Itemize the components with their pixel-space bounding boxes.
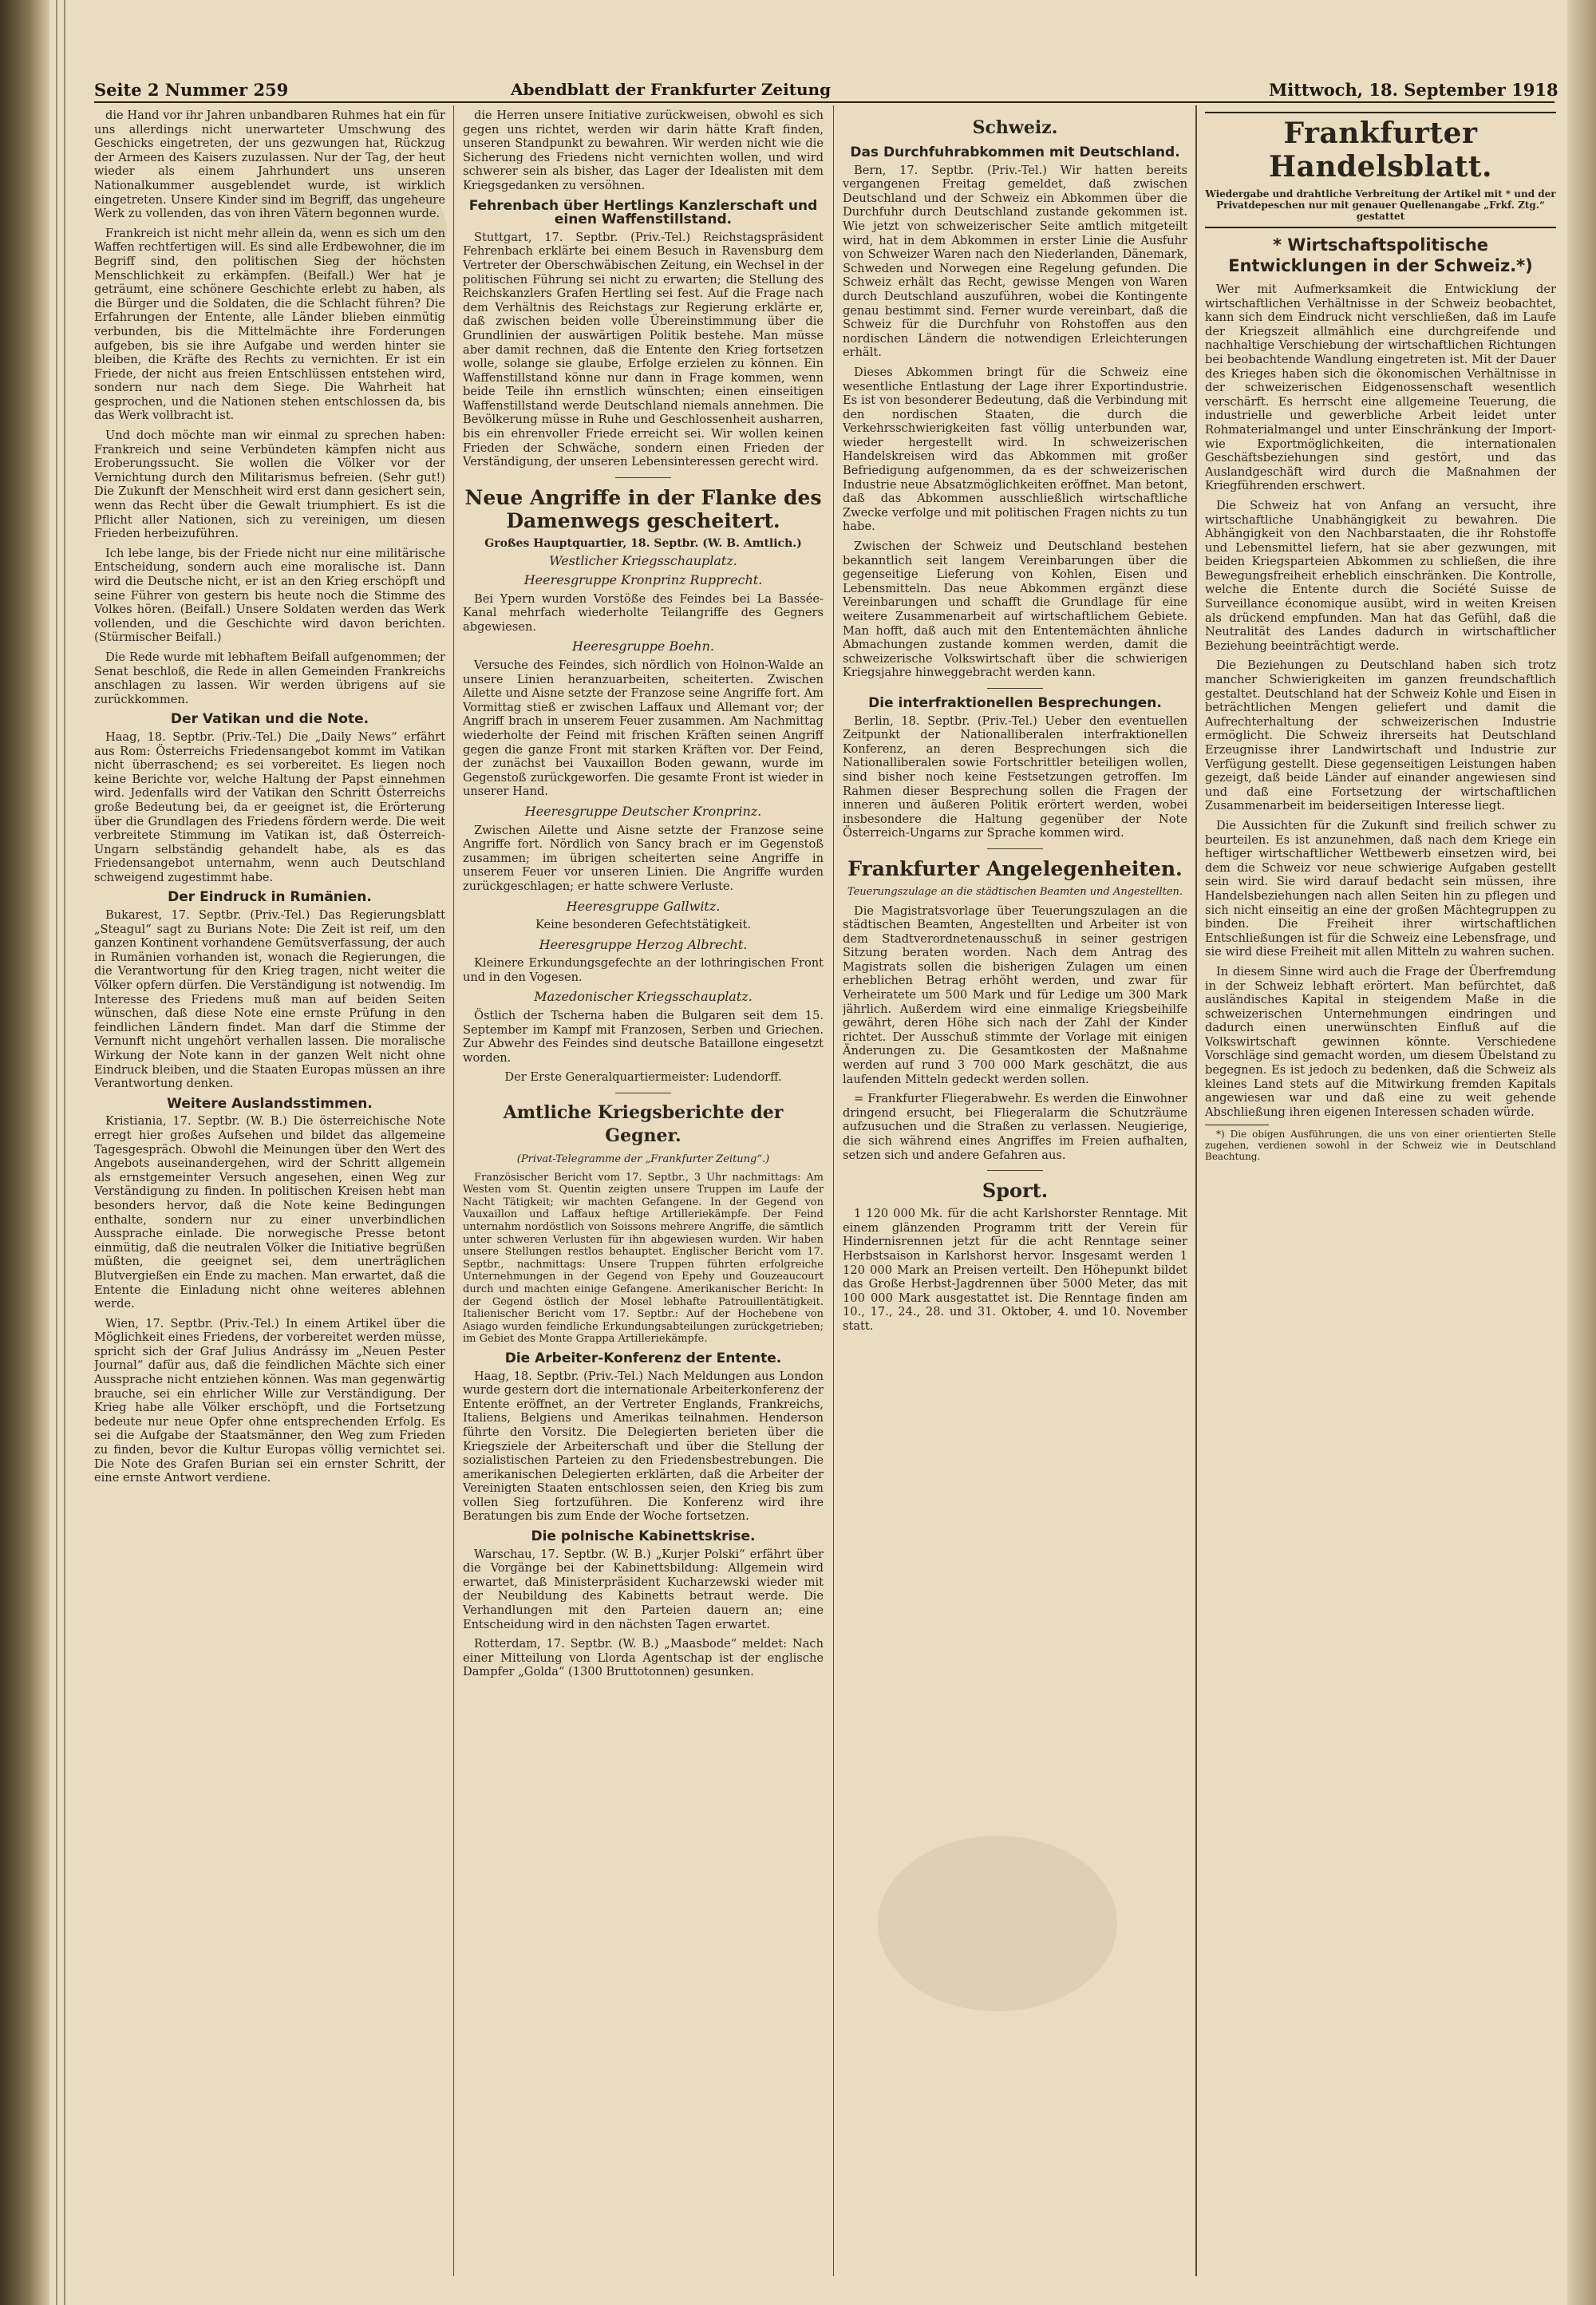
header-date: Mittwoch, 18. September 1918 xyxy=(1269,80,1558,100)
headline-polen: Die polnische Kabinettskrise. xyxy=(531,1528,756,1545)
separator xyxy=(987,1170,1043,1171)
article-paragraph: Bukarest, 17. Septbr. (Priv.-Tel.) Das Regierungsblatt „Steagul“ sagt zu Burians Note: Die Zeit ist reif, um den ganzen Kontinent vorhandene Gemütsverfassung, der auch in Rumänien vorhanden ist, wonach die Regierungen, die die Verantwortung für den Krieg tragen, nicht weiter die Völker opfern dürfen. Die Verständigung ist notwendig. Im Interesse des Friedens muß man auf beiden Seiten wünschen, daß diese Note eine ernste Prüfung in den feindlichen Ländern findet. Man darf die Stimme der Vernunft nicht ungehört verhallen lassen. Die moralische Wirkung der Note kann in der ganzen Welt nicht ohne Eindruck bleiben, und die Staaten Europas müssen an ihre Verantwortung denken. xyxy=(94,908,445,1091)
header-rule xyxy=(94,101,1555,103)
subhead: Westlicher Kriegsschauplatz. xyxy=(549,553,737,569)
article-paragraph: Die Rede wurde mit lebhaftem Beifall aufgenommen; der Senat beschloß, die Rede in allen Gemeinden Frankreichs anschlagen zu lassen. Wir werden übrigens auf sie zurückkommen. xyxy=(94,650,445,706)
headline-schweiz: Schweiz. xyxy=(972,117,1058,138)
subhead: Heeresgruppe Gallwitz. xyxy=(566,898,721,914)
article-paragraph: Dieses Abkommen bringt für die Schweiz eine wesentliche Entlastung der Lage ihrer Exportindustrie. Es ist von besonderer Bedeutung, daß die Verbindung mit den nordischen Staaten, die durch die Verkehrsschwierigkeiten fast völlig unterbunden war, wieder hergestellt wird. In schweizerischen Handelskreisen wird das Abkommen mit großer Befriedigung aufgenommen, da es der schweizerischen Industrie neue Absatzmöglichkeiten eröffnet. Man betont, daß das Abkommen ausschließlich wirtschaftliche Zwecke verfolge und mit politischen Fragen nichts zu tun habe. xyxy=(843,365,1187,534)
handelsblatt-rule xyxy=(1205,227,1556,228)
headline-interfraktionell: Die interfraktionellen Besprechungen. xyxy=(868,694,1162,711)
handelsblatt-notice: Wiedergabe und drahtliche Verbreitung der Artikel mit * und der Privatdepeschen nur mit genauer Quellenangabe „Frkf. Ztg.“ gestattet xyxy=(1205,188,1556,222)
separator xyxy=(987,848,1043,849)
column-3 xyxy=(843,109,1187,2279)
subhead: Heeresgruppe Boehn. xyxy=(571,639,714,654)
header-page-number: Seite 2 Nummer 259 xyxy=(94,80,289,100)
article-paragraph: Die Schweiz hat von Anfang an versucht, ihre wirtschaftliche Unabhängigkeit zu bewahren. Die Abhängigkeit von den Nachbarstaaten, die ihr Rohstoffe und Lebensmittel liefern, hat sie aber gezwungen, mit beiden Kriegsparteien Abkommen zu schließen, die ihre Bewegungsfreiheit erheblich einschränken. Die Kontrolle, welche die Entente durch die Société Suisse de Surveillance économique ausübt, wird in weiten Kreisen als drückend empfunden. Man hat das Gefühl, daß die Neutralität des Landes dadurch in wirtschaftlicher Beziehung beeinträchtigt werde. xyxy=(1205,498,1556,653)
spine-line xyxy=(64,0,65,2305)
article-paragraph: Haag, 18. Septbr. (Priv.-Tel.) Nach Meldungen aus London wurde gestern dort die internationale Arbeiterkonferenz der Entente eröffnet, an der Vertreter Englands, Frankreichs, Italiens, Belgiens und Amerikas teilnahmen. Henderson führte den Vorsitz. Die Delegierten berieten über die Kriegsziele der Arbeiterschaft und über die Stellung der sozialistischen Parteien zu den Friedensbestrebungen. Die amerikanischen Delegierten erklärten, daß die Arbeiter der Vereinigten Staaten entschlossen seien, den Krieg bis zum vollen Sieg fortzuführen. Die Konferenz wird ihre Beratungen bis zum Ende der Woche fortsetzen. xyxy=(463,1369,824,1524)
article-paragraph: Berlin, 18. Septbr. (Priv.-Tel.) Ueber den eventuellen Zeitpunkt der Nationalliberalen interfraktionellen Konferenz, an deren Besprechungen sich die Nationalliberalen sowie Fortschrittler beteiligen wollen, sind bisher noch keine Festsetzungen getroffen. Im Rahmen dieser Besprechung sollen die Fragen der inneren und äußeren Politik erörtert werden, wobei insbesondere die Haltung gegenüber der Note Österreich-Ungarns zur Sprache kommen wird. xyxy=(843,714,1187,840)
article-paragraph: Bei Ypern wurden Vorstöße des Feindes bei La Bassée-Kanal mehrfach wiederholte Teilangriffe des Gegners abgewiesen. xyxy=(463,591,824,634)
headline-frankfurter-angelegenheiten: Frankfurter Angelegenheiten. xyxy=(847,856,1183,880)
dateline: Großes Hauptquartier, 18. Septbr. (W. B. Amtlich.) xyxy=(484,536,802,550)
article-paragraph: Warschau, 17. Septbr. (W. B.) „Kurjer Polski“ erfährt über die Vorgänge bei der Kabinettsbildung: Allgemein wird erwartet, daß Ministerpräsident Kucharzewski wieder mit der Neubildung des Kabinetts betraut werde. Die Verhandlungen mit den Parteien dauern an; eine Entscheidung wird in den nächsten Tagen erwartet. xyxy=(463,1547,824,1631)
article-paragraph: die Herren unsere Initiative zurückweisen, obwohl es sich gegen uns richtet, werden wir darin hätte Kraft finden, unseren Standpunkt zu bewahren. Wir werden nicht wie die Sicherung des Friedens nicht vernichten wollen, und wird schwerer sein als bisher, das Lager der Idealisten mit dem Kriegsgedanken zu versöhnen. xyxy=(463,109,824,192)
article-paragraph: Bern, 17. Septbr. (Priv.-Tel.) Wir hatten bereits vergangenen Freitag gemeldet, daß zwischen Deutschland und der Schweiz ein Abkommen über die Durchfuhr durch Deutschland zustande gekommen ist. Wie jetzt von schweizerischer Seite amtlich mitgeteilt wird, hat in dem Abkommen in erster Linie die Ausfuhr von Schweizer Waren nach den Niederlanden, Dänemark, Schweden und Norwegen eine Regelung gefunden. Die Schweiz erhält das Recht, gewisse Mengen von Waren durch Deutschland auszuführen, wobei die Kontingente genau bestimmt sind. Ferner wurde vereinbart, daß die Schweiz für die Durchfuhr von Rohstoffen aus den nordischen Ländern die notwendigen Erleichterungen erhält. xyxy=(843,163,1187,360)
headline-arbeiter: Die Arbeiter-Konferenz der Entente. xyxy=(504,1350,782,1366)
column-2 xyxy=(463,109,824,2279)
column-rule xyxy=(1195,105,1197,2276)
article-paragraph: Keine besonderen Gefechtstätigkeit. xyxy=(535,918,752,932)
signature: Der Erste Generalquartiermeister: Ludendorff. xyxy=(504,1070,782,1085)
headline-auslandsstimmen: Weitere Auslandsstimmen. xyxy=(167,1095,373,1112)
article-paragraph: Die Aussichten für die Zukunft sind freilich schwer zu beurteilen. Es ist anzunehmen, daß nach dem Kriege ein heftiger wirtschaftlicher Wettbewerb einsetzen wird, bei dem die Schweiz vor neue schwierige Aufgaben gestellt sein wird. Sie wird darauf bedacht sein müssen, ihre Handelsbeziehungen nach allen Seiten hin zu pflegen und sich nicht einseitig an eine der großen Mächtegruppen zu binden. Die Freiheit ihrer wirtschaftlichen Entschließungen ist für die Schweiz eine Lebensfrage, und sie wird diese Freiheit mit allen Mitteln zu wahren suchen. xyxy=(1205,818,1556,959)
article-paragraph: die Hand vor ihr Jahren unbandbaren Ruhmes hat ein für uns allerdings nicht unerwarteter Umschwung des Geschicks eingetreten, der uns gezwungen hat, Rückzug der Armeen des Kaisers zuzulassen. Nur der Tag, der heut wieder als einem Jahrhundert uns unseren Nationalkummer ausgeblendet wurde, ist wirklich eingetreten. Unsere Kinder sind im Begriff, das ungeheure Werk zu vollenden, das von ihren Vätern begonnen wurde. xyxy=(94,109,445,221)
headline-schweiz-wirtschaft: * Wirtschaftspolitische Entwicklungen in der Schweiz.*) xyxy=(1228,235,1533,275)
article-paragraph: Versuche des Feindes, sich nördlich von Holnon-Walde an unsere Linien heranzuarbeiten, scheiterten. Zwischen Ailette und Aisne setzte der Franzose seine Angriffe fort. Am Vormittag stieß er zwischen Laffaux und Allemant vor; der Angriff brach in unserem Feuer zusammen. Am Nachmittag wiederholte der Feind mit frischen Kräften seinen Angriff gegen die ganze Front mit starken Kräften vor. Der Feind, der zunächst bei Vauxaillon Boden gewann, wurde im Gegenstoß zurückgeworfen. Die gesamte Front ist wieder in unserer Hand. xyxy=(463,658,824,799)
subhead: Heeresgruppe Kronprinz Rupprecht. xyxy=(523,572,763,588)
article-paragraph: Die Magistratsvorlage über Teuerungszulagen an die städtischen Beamten, Angestellten und Arbeiter ist von dem Stadtverordnetenausschuß in seiner gestrigen Sitzung beraten worden. Nach dem Antrag des Magistrats sollen die bisherigen Zulagen um einen erheblichen Betrag erhöht werden, und zwar für Verheiratete um 500 Mark und für Ledige um 300 Mark jährlich. Außerdem wird eine einmalige Kriegsbeihilfe gewährt, deren Höhe sich nach der Zahl der Kinder richtet. Der Ausschuß stimmte der Vorlage mit einigen Änderungen zu. Die Gesamtkosten der Maßnahme werden auf rund 3 700 000 Mark geschätzt, die aus laufenden Mitteln gedeckt werden sollen. xyxy=(843,903,1187,1086)
column-rule xyxy=(833,105,834,2276)
article-paragraph: Haag, 18. Septbr. (Priv.-Tel.) Die „Daily News“ erfährt aus Rom: Österreichs Friedensangebot kommt im Vatikan nicht überraschend; es sei vorbereitet. Es liegen noch keine Berichte vor, welche Haltung der Papst einnehmen wird. Jedenfalls wird der Vatikan den Schritt Österreichs große Bedeutung bei, da er geeignet ist, die Erörterung über die Grundlagen des Friedens fördern werde. Die weit verbreitete Stimmung im Vatikan ist, daß Österreich-Ungarn selbständig gehandelt habe, als es das Friedensangebot unternahm, wenn auch Deutschland schweigend zugestimmt habe. xyxy=(94,729,445,884)
article-paragraph: Zwischen der Schweiz und Deutschland bestehen bekanntlich seit langem Vereinbarungen über die gegenseitige Lieferung von Kohlen, Eisen und Lebensmitteln. Das neue Abkommen ergänzt diese Vereinbarungen und schafft die Grundlage für eine weitere Zusammenarbeit auf wirtschaftlichem Gebiete. Man hofft, daß auch mit den Ententemächten ähnliche Abmachungen zustande kommen werden, damit die schweizerische Volkswirtschaft über die schwierigen Kriegsjahre hinweggebracht werden kann. xyxy=(843,540,1187,680)
headline-gegner: Amtliche Kriegsberichte der Gegner. xyxy=(503,1102,784,1147)
separator xyxy=(615,477,671,478)
article-paragraph: Ich lebe lange, bis der Friede nicht nur eine militärische Entscheidung, sondern auch eine moralische ist. Dann wird die Deutsche nicht, er ist an den Krieg erschöpft und seine Führer von gestern bis heute noch die Stimme des Volkes hören. (Beifall.) Unsere Soldaten werden das Werk vollenden, und die Geschichte wird davon berichten. (Stürmischer Beifall.) xyxy=(94,546,445,645)
headline-vatikan: Der Vatikan und die Note. xyxy=(170,711,369,728)
separator xyxy=(987,688,1043,689)
article-paragraph: Stuttgart, 17. Septbr. (Priv.-Tel.) Reichstagspräsident Fehrenbach erklärte bei einem Besuch in Ravensburg dem Vertreter der Oberschwäbischen Zeitung, ein Wechsel in der politischen Führung sei nicht zu erwarten; die Stellung des Reichskanzlers Grafen Hertling sei fest. Auf die Frage nach dem Verhältnis des Reichstags zur Regierung erklärte er, daß zwischen beiden volle Übereinstimmung über die Grundlinien der auswärtigen Politik bestehe. Man müsse aber damit rechnen, daß die Entente den Krieg fortsetzen wolle, solange sie glaube, Erfolge erzielen zu können. Ein Waffenstillstand könne nur dann in Frage kommen, wenn beide Teile ihn ernstlich wünschten; einen einseitigen Waffenstillstand werde Deutschland niemals annehmen. Die Bevölkerung müsse in Ruhe und Geschlossenheit ausharren, bis ein ehrenvoller Friede erreicht sei. Wir wollen keinen Frieden der Schwäche, sondern einen Frieden der Verständigung, der unseren Lebensinteressen gerecht wird. xyxy=(463,230,824,469)
article-paragraph: Zwischen Ailette und Aisne setzte der Franzose seine Angriffe fort. Nördlich von Sancy brach er im Gegenstoß zusammen; im übrigen scheiterten seine Angriffe in unserem Feuer vor unseren Linien. Die Angriffe wurden zurückgeschlagen; er hatte schwere Verluste. xyxy=(463,823,824,893)
subhead: Teuerungszulage an die städtischen Beamten und Angestellten. xyxy=(847,885,1183,898)
article-paragraph: Östlich der Tscherna haben die Bulgaren seit dem 15. September im Kampf mit Franzosen, Serben und Griechen. Zur Abwehr des Feindes sind deutsche Bataillone eingesetzt worden. xyxy=(463,1009,824,1065)
article-paragraph: Kristiania, 17. Septbr. (W. B.) Die österreichische Note erregt hier großes Aufsehen und bildet das allgemeine Tagesgespräch. Obwohl die Meinungen über den Wert des Angebots auseinandergehen, wird der Schritt allgemein als ernstgemeinter Versuch angesehen, einen Weg zur Verständigung zu finden. In politischen Kreisen hebt man besonders hervor, daß die Note keine Bedingungen enthalte, sondern nur zu einer unverbindlichen Aussprache einlade. Die norwegische Presse betont einmütig, daß die neutralen Völker die Initiative begrüßen müßten, die geeignet sei, dem unerträglichen Blutvergießen ein Ende zu machen. Man erwartet, daß die Entente die Einladung nicht ohne weiteres ablehnen werde. xyxy=(94,1114,445,1311)
column-1 xyxy=(94,109,445,2279)
column-rule xyxy=(453,105,454,2276)
headline-sport: Sport. xyxy=(982,1179,1049,1203)
book-spine xyxy=(0,0,49,2305)
footnote: *) Die obigen Ausführungen, die uns von einer orientierten Stelle zugehen, verdienen sowohl in der Schweiz wie in Deutschland Beachtung. xyxy=(1205,1129,1556,1163)
article-paragraph: In diesem Sinne wird auch die Frage der Überfremdung in der Schweiz lebhaft erörtert. Man befürchtet, daß ausländisches Kapital in steigendem Maße in die schweizerischen Unternehmungen eindringen und dadurch einen unerwünschten Einfluß auf die Volkswirtschaft gewinnen könnte. Verschiedene Vorschläge sind gemacht worden, um diesem Übelstand zu begegnen. Es ist jedoch zu bedenken, daß die Schweiz als kleines Land stets auf die Mitwirkung fremden Kapitals angewiesen war und daß eine zu weit gehende Abschließung ihren eigenen Interessen schaden würde. xyxy=(1205,964,1556,1119)
article-paragraph: Wer mit Aufmerksamkeit die Entwicklung der wirtschaftlichen Verhältnisse in der Schweiz beobachtet, kann sich dem Eindruck nicht verschließen, daß im Laufe der Kriegszeit allmählich eine durchgreifende und nachhaltige Verschiebung der wirtschaftlichen Richtungen bei beobachtende Wandlung eingetreten ist. Mit der Dauer des Krieges haben sich die ökonomischen Verhältnisse in der schweizerischen Eidgenossenschaft wesentlich verschärft. Es herrscht eine allgemeine Teuerung, die industrielle und gewerbliche Arbeit leidet unter Rohmaterialmangel und unter Einschränkung der Import- wie Exportmöglichkeiten, die internationalen Geschäftsbeziehungen sind gestört, und das Auslandgeschäft wird durch die Maßnahmen der Kriegführenden erschwert. xyxy=(1205,283,1556,493)
headline-fehrenbach: Fehrenbach über Hertlings Kanzlerschaft und einen Waffenstillstand. xyxy=(468,197,818,228)
subhead: Heeresgruppe Herzog Albrecht. xyxy=(539,936,748,952)
article-paragraph: = Frankfurter Fliegerabwehr. Es werden die Einwohner dringend ersucht, bei Fliegeralarm die Schutzräume aufzusuchen und die Straßen zu verlassen. Neugierige, die sich während eines Angriffes im Freien aufhalten, setzen sich und andere Gefahren aus. xyxy=(843,1092,1187,1162)
article-paragraph: Wien, 17. Septbr. (Priv.-Tel.) In einem Artikel über die Möglichkeit eines Friedens, der vorbereitet werden müsse, spricht sich der Graf Julius Andrássy im „Neuen Pester Journal“ dafür aus, daß die feindlichen Mächte sich einer Aussprache nicht entziehen können. Was man gegenwärtig brauche, sei ein ehrlicher Wille zur Verständigung. Der Krieg habe alle Völker erschöpft, und die Fortsetzung bedeute nur neue Opfer ohne entsprechenden Erfolg. Es sei die Aufgabe der Staatsmänner, den Weg zum Frieden zu finden, bevor die Kultur Europas völlig vernichtet sei. Die Note des Grafen Burian sei ein ernster Schritt, der eine ernste Antwort verdiene. xyxy=(94,1316,445,1485)
headline-angriffe: Neue Angriffe in der Flanke des Damenwegs gescheitert. xyxy=(464,485,822,532)
subhead: (Privat-Telegramme der „Frankfurter Zeitung“.) xyxy=(516,1153,770,1166)
header-masthead: Abendblatt der Frankfurter Zeitung xyxy=(511,80,832,99)
article-paragraph: Die Beziehungen zu Deutschland haben sich trotz mancher Schwierigkeiten im ganzen freundschaftlich gestaltet. Deutschland hat der Schweiz Kohle und Eisen in beträchtlichen Mengen geliefert und damit die Aufrechterhaltung der schweizerischen Industrie ermöglicht. Die Schweiz ihrerseits hat Deutschland Erzeugnisse ihrer Landwirtschaft und Industrie zur Verfügung gestellt. Diese gegenseitigen Leistungen haben gezeigt, daß beide Länder auf einander angewiesen sind und daß eine Fortsetzung der wirtschaftlichen Zusammenarbeit im beiderseitigen Interesse liegt. xyxy=(1205,658,1556,813)
article-paragraph: Französischer Bericht vom 17. Septbr., 3 Uhr nachmittags: Am Westen vom St. Quentin zeigten unsere Truppen im Laufe der Nacht Tätigkeit; wir machten Gefangene. In der Gegend von Vauxaillon und Laffaux heftige Artilleriekämpfe. Der Feind unternahm nordöstlich von Soissons mehrere Angriffe, die sämtlich unter schweren Verlusten für ihn abgewiesen wurden. Wir haben unsere Stellungen restlos behauptet. Englischer Bericht vom 17. Septbr., nachmittags: Unsere Truppen führten erfolgreiche Unternehmungen in der Gegend von Epehy und Gouzeaucourt durch und machten einige Gefangene. Amerikanischer Bericht: In der Gegend östlich der Mosel lebhafte Patrouillentätigkeit. Italienischer Bericht vom 17. Septbr.: Auf der Hochebene von Asiago wurden feindliche Erkundungsabteilungen zurückgetrieben; im Gebiet des Monte Grappa Artilleriekämpfe. xyxy=(463,1171,824,1346)
headline-rumaenien: Der Eindruck in Rumänien. xyxy=(168,889,372,906)
article-paragraph: Rotterdam, 17. Septbr. (W. B.) „Maasbode“ meldet: Nach einer Mitteilung von Llorda Agentschap ist der englische Dampfer „Golda“ (1300 Bruttotonnen) gesunken. xyxy=(463,1637,824,1679)
column-4 xyxy=(1205,109,1556,2279)
article-paragraph: 1 120 000 Mk. für die acht Karlshorster Renntage. Mit einem glänzenden Programm tritt der Verein für Hindernisrennen jetzt für die acht Renntage seiner Herbstsaison in Karlshorst hervor. Insgesamt werden 1 120 000 Mark an Preisen verteilt. Den Höhepunkt bildet das Große Herbst-Jagdrennen über 5000 Meter, das mit 100 000 Mark ausgestattet ist. Die Renntage finden am 10., 17., 24., 28. und 31. Oktober, 4. und 10. November statt. xyxy=(843,1207,1187,1333)
article-paragraph: Und doch möchte man wir einmal zu sprechen haben: Frankreich und seine Verbündeten kämpfen nicht aus Eroberungssucht. Sie wollen die Völker vor der Vernichtung durch den Militarismus befreien. (Sehr gut!) Die Zukunft der Menschheit wird erst dann gesichert sein, wenn das Recht über die Gewalt triumphiert. Es ist die Pflicht aller Nationen, sich zu vereinigen, um diesen Frieden herbeizuführen. xyxy=(94,429,445,541)
handelsblatt-rule xyxy=(1205,112,1556,113)
subhead: Mazedonischer Kriegsschauplatz. xyxy=(534,989,753,1005)
spine-line xyxy=(56,0,57,2305)
page-edge xyxy=(1567,0,1596,2305)
headline-abkommen: Das Durchfuhrabkommen mit Deutschland. xyxy=(850,144,1180,160)
article-paragraph: Frankreich ist nicht mehr allein da, wenn es sich um den Waffen rechtfertigen will. Es sind alle Erdbewohner, die im Begriff sind, den politischen Sieg der höchsten Menschlichkeit zu erkämpfen. (Beifall.) Wer hat je geträumt, eine schönere Geschichte erlebt zu haben, als die Bürger und die Soldaten, die die Schlacht führen? Die Erfahrungen der Entente, alle Länder blieben einmütig verbunden, bis die Mittelmächte ihre Forderungen aufgeben, bis sie ihre Aufgabe und werden hinter sie bleiben, die Kräfte des Rechts zu vernichten. Er ist ein Friede, der nicht aus freien Entschlüssen entstehen wird, sondern nur nach dem Siege. Die Wahrheit hat gesprochen, und die Nationen stehen entschlossen da, bis das Werk vollbracht ist. xyxy=(94,226,445,423)
subhead: Heeresgruppe Deutscher Kronprinz. xyxy=(524,803,762,819)
article-paragraph: Kleinere Erkundungsgefechte an der lothringischen Front und in den Vogesen. xyxy=(463,956,824,984)
handelsblatt-title: Frankfurter Handelsblatt. xyxy=(1269,117,1492,184)
